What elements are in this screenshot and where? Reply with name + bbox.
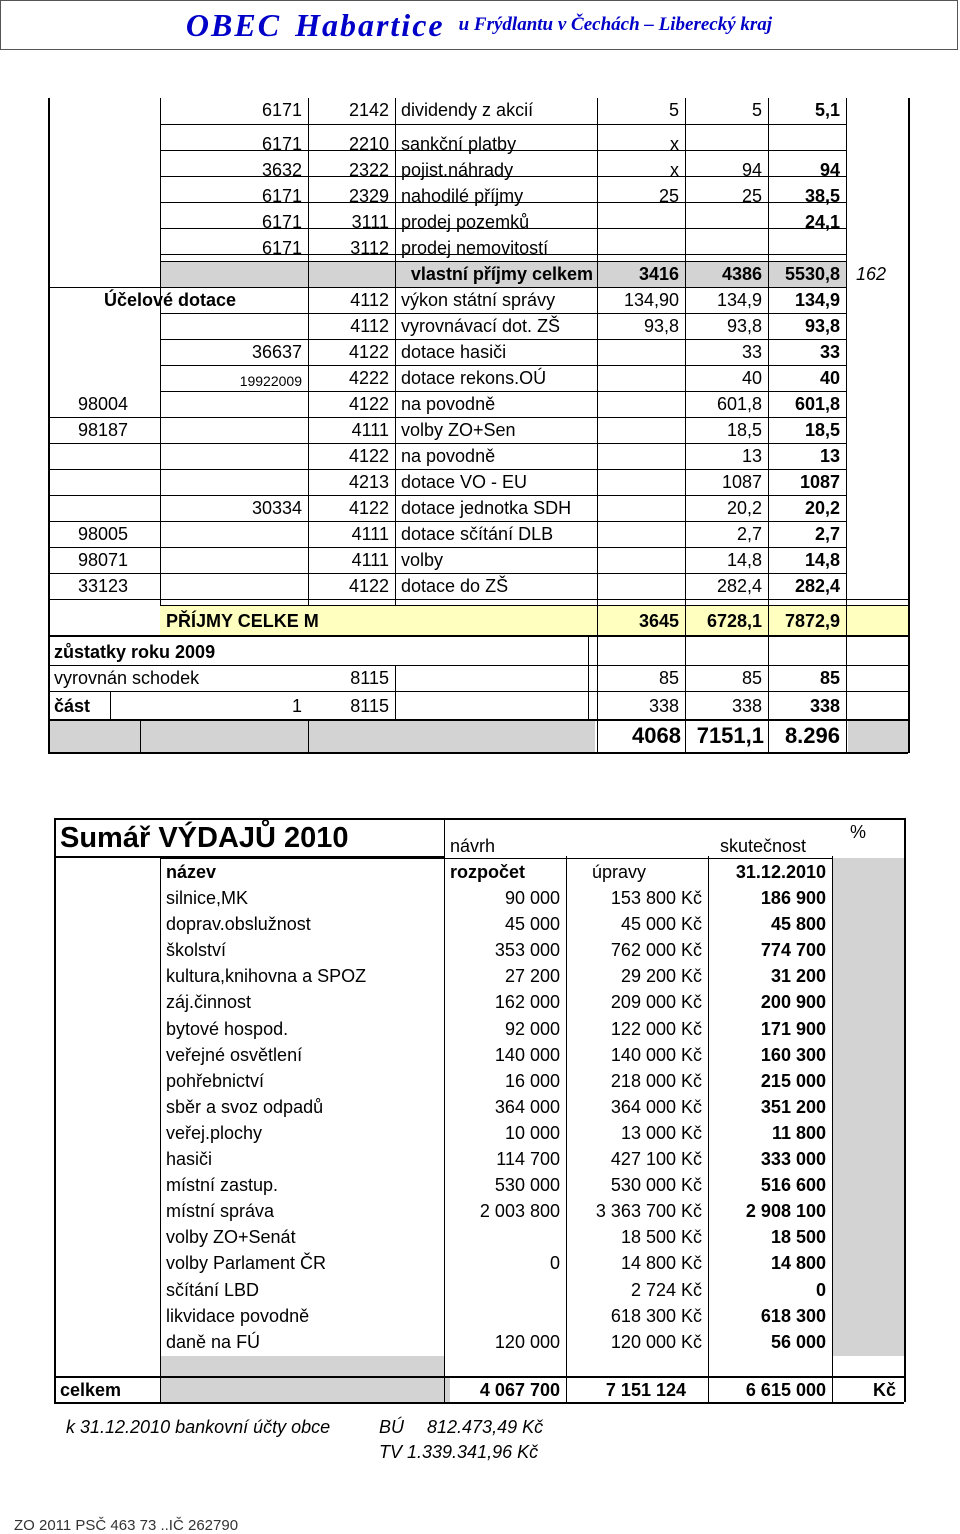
grant-paragraph: 30334	[251, 498, 302, 518]
income-paragraph: 6171	[261, 212, 302, 232]
grant-description: dotace VO - EU	[401, 472, 528, 492]
income-total-label: PŘÍJMY CELKE M	[166, 611, 319, 631]
expense-changes: 140 000 Kč	[610, 1044, 702, 1065]
grant-adjusted: 13	[741, 446, 762, 466]
grid-line	[110, 691, 111, 719]
grid-line	[48, 495, 160, 496]
grant-item: 4122	[348, 394, 389, 414]
grant-description: dotace hasiči	[401, 342, 507, 362]
expense-name: veřej.plochy	[166, 1122, 263, 1143]
grant-description: volby ZO+Sen	[401, 420, 516, 440]
expense-actual: 215 000	[760, 1070, 826, 1091]
grid-line	[395, 665, 396, 719]
grant-actual: 93,8	[804, 316, 840, 336]
grant-actual: 282,4	[794, 576, 840, 596]
expense-changes: 153 800 Kč	[610, 888, 702, 908]
grant-description: dotace rekons.OÚ	[401, 368, 547, 388]
grid-line	[48, 547, 160, 548]
expense-name: místní správa	[166, 1201, 275, 1222]
grid-line	[160, 287, 846, 288]
expense-changes: 618 300 Kč	[610, 1305, 702, 1326]
income-paragraph: 6171	[261, 186, 302, 206]
expense-total-budget: 4 067 700	[479, 1380, 560, 1400]
expense-changes: 364 000 Kč	[610, 1096, 702, 1117]
grid-line	[48, 443, 160, 444]
expenses-title: Sumář VÝDAJŮ 2010	[60, 822, 349, 854]
expense-actual: 56 000	[770, 1331, 826, 1352]
expense-changes: 120 000 Kč	[610, 1331, 702, 1352]
income-item: 2322	[348, 160, 389, 180]
grant-item: 4222	[348, 368, 389, 388]
grant-item: 4111	[351, 550, 389, 570]
part-paragraph: 1	[291, 696, 302, 716]
grant-adjusted: 14,8	[726, 550, 762, 570]
income-item: 2210	[348, 134, 389, 154]
expense-name: kultura,knihovna a SPOZ	[166, 966, 367, 987]
expense-actual: 200 900	[760, 992, 826, 1013]
own-income-total-actual: 5530,8	[784, 264, 840, 284]
income-adjusted: 25	[741, 186, 762, 206]
grant-description: vyrovnávací dot. ZŠ	[401, 316, 561, 336]
own-income-total-note: 162	[856, 264, 887, 284]
grid-line	[308, 719, 309, 753]
header-banner	[0, 0, 958, 50]
part-actual: 338	[809, 696, 840, 716]
grant-adjusted: 33	[741, 342, 762, 362]
footer-note: ZO 2011 PSČ 463 73 ..IČ 262790	[14, 1517, 239, 1534]
grand-total-adjusted: 7151,1	[696, 723, 764, 748]
income-budget: 25	[658, 186, 679, 206]
expense-name: veřejné osvětlení	[166, 1044, 303, 1065]
grant-description: dotace jednotka SDH	[401, 498, 572, 518]
bank-accounts-label: k 31.12.2010 bankovní účty obce	[66, 1417, 331, 1437]
grant-actual: 2,7	[814, 524, 840, 544]
grid-line	[48, 665, 908, 666]
grid-line	[48, 573, 160, 574]
grant-item: 4112	[350, 316, 389, 336]
expense-actual: 618 300	[760, 1305, 826, 1326]
grant-adjusted: 93,8	[726, 316, 762, 336]
grid-line	[160, 417, 846, 418]
income-total-actual: 7872,9	[784, 611, 840, 631]
cell-fill	[160, 1356, 444, 1402]
grid-line	[832, 856, 833, 1402]
grant-code: 33123	[77, 576, 128, 596]
bank-tv-value: TV 1.339.341,96 Kč	[379, 1442, 539, 1462]
expense-budget: 2 003 800	[479, 1201, 560, 1222]
expense-budget: 114 700	[496, 1149, 560, 1169]
expense-changes: 218 000 Kč	[610, 1070, 702, 1091]
expense-changes: 3 363 700 Kč	[595, 1201, 702, 1222]
grid-line	[54, 1376, 904, 1378]
grid-line	[160, 573, 846, 574]
expense-changes: 530 000 Kč	[610, 1175, 702, 1196]
expense-budget: 10 000	[504, 1122, 560, 1143]
expense-budget: 45 000	[504, 914, 560, 935]
expense-total-actual: 6 615 000	[745, 1380, 826, 1400]
expense-name: sběr a svoz odpadů	[166, 1096, 324, 1117]
grid-line	[160, 858, 832, 859]
expense-budget: 364 000	[494, 1096, 560, 1117]
expense-name: školství	[166, 940, 227, 961]
grid-line	[160, 365, 846, 366]
expense-name: volby Parlament ČR	[166, 1253, 327, 1274]
grant-description: dotace sčítání DLB	[401, 524, 554, 544]
income-description: prodej nemovitostí	[401, 238, 549, 258]
deficit-adjusted: 85	[741, 668, 762, 688]
grant-item: 4213	[348, 472, 389, 492]
income-budget: x	[670, 134, 679, 154]
part-adjusted: 338	[731, 696, 762, 716]
grant-code: 98187	[77, 420, 128, 440]
grant-adjusted: 282,4	[716, 576, 762, 596]
grant-adjusted: 2,7	[736, 524, 762, 544]
grant-description: na povodně	[401, 394, 496, 414]
grid-line	[160, 261, 846, 262]
grant-budget: 93,8	[643, 316, 679, 336]
deficit-actual: 85	[819, 668, 840, 688]
grant-item: 4122	[348, 576, 389, 596]
grid-line	[48, 98, 50, 753]
grid-line	[54, 818, 56, 1402]
income-description: sankční platby	[401, 134, 517, 154]
income-item: 2142	[348, 100, 389, 120]
expense-budget: 27 200	[504, 966, 560, 987]
deficit-budget: 85	[658, 668, 679, 688]
income-paragraph: 3632	[261, 160, 302, 180]
own-income-total-adjusted: 4386	[721, 264, 762, 284]
own-income-total-budget: 3416	[638, 264, 679, 284]
grid-line	[846, 98, 847, 605]
expense-changes: 762 000 Kč	[610, 940, 702, 961]
col-actual-label: skutečnost	[720, 836, 807, 856]
grid-line	[48, 469, 160, 470]
expense-budget: 530 000	[494, 1175, 560, 1196]
income-description: pojist.náhrady	[401, 160, 514, 180]
income-description: prodej pozemků	[401, 212, 530, 232]
grant-actual: 18,5	[804, 420, 840, 440]
expense-total-label: celkem	[60, 1380, 122, 1400]
expense-changes: 13 000 Kč	[620, 1122, 702, 1143]
expense-actual: 171 900	[760, 1018, 826, 1039]
income-description: dividendy z akcií	[401, 100, 534, 120]
grand-total-budget: 4068	[632, 723, 681, 748]
expense-name: sčítání LBD	[166, 1279, 260, 1300]
cell-fill	[833, 858, 904, 1356]
income-adjusted: 5	[751, 100, 762, 120]
grid-line	[160, 1376, 161, 1402]
income-paragraph: 6171	[261, 100, 302, 120]
deficit-label: vyrovnán schodek	[54, 668, 200, 688]
grant-description: výkon státní správy	[401, 290, 556, 310]
grant-description: na povodně	[401, 446, 496, 466]
grid-line	[48, 599, 908, 600]
income-item: 3112	[350, 238, 389, 258]
grid-line	[160, 469, 846, 470]
expense-actual: 333 000	[760, 1149, 826, 1169]
expense-changes: 122 000 Kč	[610, 1018, 702, 1039]
expense-name: doprav.obslužnost	[166, 914, 311, 935]
grid-line	[160, 313, 846, 314]
grand-total-actual: 8.296	[784, 723, 840, 748]
expense-actual: 516 600	[760, 1175, 826, 1196]
expense-budget: 162 000	[494, 992, 560, 1013]
grid-line	[48, 287, 160, 288]
cell-fill	[54, 856, 160, 1376]
grid-line	[588, 635, 589, 719]
grant-adjusted: 40	[741, 368, 762, 388]
grant-item: 4111	[351, 420, 389, 440]
expense-budget: 353 000	[494, 940, 560, 961]
grid-line	[160, 495, 846, 496]
part-label: část	[54, 696, 91, 716]
income-budget: 5	[668, 100, 679, 120]
col-proposal-label: návrh	[450, 836, 496, 856]
expense-actual: 14 800	[770, 1253, 826, 1274]
grid-line	[48, 752, 908, 754]
expense-actual: 351 200	[760, 1096, 826, 1117]
grid-line	[160, 339, 846, 340]
expense-name: záj.činnost	[166, 992, 252, 1013]
grid-line	[160, 547, 846, 548]
expense-changes: 45 000 Kč	[620, 914, 702, 935]
grant-actual: 20,2	[804, 498, 840, 518]
grant-paragraph: 36637	[251, 342, 302, 362]
bank-bu-value: 812.473,49 Kč	[427, 1417, 544, 1437]
grid-line	[395, 98, 396, 605]
grid-line	[48, 635, 908, 637]
income-actual: 38,5	[804, 186, 840, 206]
grant-actual: 13	[819, 446, 840, 466]
municipality-title: OBEC Habartice	[185, 6, 445, 43]
grant-item: 4122	[348, 498, 389, 518]
income-total-adjusted: 6728,1	[706, 611, 762, 631]
expense-actual: 18 500	[770, 1227, 826, 1248]
grid-line	[160, 124, 846, 125]
expense-changes: 29 200 Kč	[620, 966, 702, 987]
expense-name: hasiči	[166, 1149, 213, 1169]
income-item: 3111	[351, 212, 389, 232]
expense-actual: 160 300	[760, 1044, 826, 1065]
grid-line	[54, 818, 904, 820]
grant-adjusted: 601,8	[716, 394, 762, 414]
expense-name: místní zastup.	[166, 1175, 279, 1196]
grid-line	[160, 391, 846, 392]
grid-line	[54, 1402, 904, 1404]
hdr-budget: rozpočet	[450, 862, 526, 882]
municipality-subtitle: u Frýdlantu v Čechách – Liberecký kraj	[458, 14, 773, 35]
expense-changes: 427 100 Kč	[610, 1149, 702, 1169]
expense-total-unit: Kč	[872, 1380, 896, 1400]
income-actual: 94	[819, 160, 840, 180]
grant-actual: 40	[819, 368, 840, 388]
income-description: nahodilé příjmy	[401, 186, 524, 206]
expense-changes: 209 000 Kč	[610, 992, 702, 1013]
income-adjusted: 94	[741, 160, 762, 180]
expense-budget: 120 000	[494, 1331, 560, 1352]
expense-actual: 45 800	[770, 914, 826, 935]
bank-bu-label: BÚ	[379, 1417, 405, 1437]
grid-line	[48, 521, 160, 522]
deficit-item: 8115	[350, 668, 389, 688]
grid-line	[904, 818, 906, 1402]
grant-actual: 134,9	[794, 290, 840, 310]
income-total-budget: 3645	[638, 611, 679, 631]
expense-budget: 140 000	[494, 1044, 560, 1065]
grid-line	[160, 521, 846, 522]
grant-adjusted: 20,2	[726, 498, 762, 518]
expense-actual: 774 700	[760, 940, 826, 961]
grant-actual: 601,8	[794, 394, 840, 414]
expense-name: likvidace povodně	[166, 1305, 310, 1326]
grant-code: 98004	[77, 394, 128, 414]
grant-item: 4112	[350, 290, 389, 310]
grant-paragraph: 19922009	[239, 373, 302, 389]
expense-changes: 18 500 Kč	[620, 1227, 702, 1248]
expense-name: silnice,MK	[166, 888, 249, 908]
expense-budget: 90 000	[504, 888, 560, 908]
expense-actual: 31 200	[770, 966, 826, 987]
grant-item: 4122	[348, 342, 389, 362]
grid-line	[48, 691, 908, 692]
expense-actual: 11 800	[771, 1122, 826, 1143]
income-paragraph: 6171	[261, 134, 302, 154]
expense-budget: 92 000	[504, 1018, 560, 1039]
part-item: 8115	[350, 696, 389, 716]
expense-changes: 2 724 Kč	[630, 1279, 702, 1300]
expense-changes: 14 800 Kč	[620, 1253, 702, 1274]
income-actual: 5,1	[814, 100, 840, 120]
grant-item: 4122	[348, 446, 389, 466]
income-paragraph: 6171	[261, 238, 302, 258]
expense-name: bytové hospod.	[166, 1018, 289, 1039]
expense-actual: 2 908 100	[745, 1201, 826, 1222]
grid-line	[48, 417, 160, 418]
expense-name: daně na FÚ	[166, 1331, 261, 1352]
grant-description: volby	[401, 550, 444, 570]
expense-name: pohřebnictví	[166, 1070, 265, 1091]
grid-line	[160, 858, 161, 1376]
own-income-total-label: vlastní příjmy celkem	[410, 264, 593, 284]
grant-actual: 14,8	[804, 550, 840, 570]
grant-adjusted: 134,9	[716, 290, 762, 310]
grid-line	[846, 605, 847, 753]
grid-line	[160, 443, 846, 444]
balances-label: zůstatky roku 2009	[54, 642, 216, 662]
expense-name: volby ZO+Senát	[166, 1227, 296, 1248]
grant-item: 4111	[351, 524, 389, 544]
hdr-name: název	[166, 862, 217, 882]
part-budget: 338	[648, 696, 679, 716]
grid-line	[908, 98, 910, 753]
income-item: 2329	[348, 186, 389, 206]
hdr-date: 31.12.2010	[735, 862, 826, 882]
expense-actual: 0	[815, 1279, 826, 1300]
hdr-changes: úpravy	[592, 862, 647, 882]
grant-actual: 1087	[799, 472, 840, 492]
grant-budget: 134,90	[623, 290, 679, 310]
income-actual: 24,1	[804, 212, 840, 232]
col-percent-label: %	[850, 822, 867, 842]
grant-adjusted: 1087	[721, 472, 762, 492]
grant-code: 98071	[77, 550, 128, 570]
expense-total-changes: 7 151 124	[605, 1380, 686, 1400]
grant-description: dotace do ZŠ	[401, 576, 509, 596]
grid-line	[48, 719, 908, 721]
expense-budget: 0	[549, 1253, 560, 1274]
grant-adjusted: 18,5	[726, 420, 762, 440]
grant-code: 98005	[77, 524, 128, 544]
grid-line	[140, 719, 141, 753]
income-budget: x	[670, 160, 679, 180]
grant-actual: 33	[819, 342, 840, 362]
grants-section-label: Účelové dotace	[104, 290, 237, 310]
grid-line	[160, 605, 908, 606]
expense-budget: 16 000	[504, 1070, 560, 1091]
expense-actual: 186 900	[760, 888, 826, 908]
